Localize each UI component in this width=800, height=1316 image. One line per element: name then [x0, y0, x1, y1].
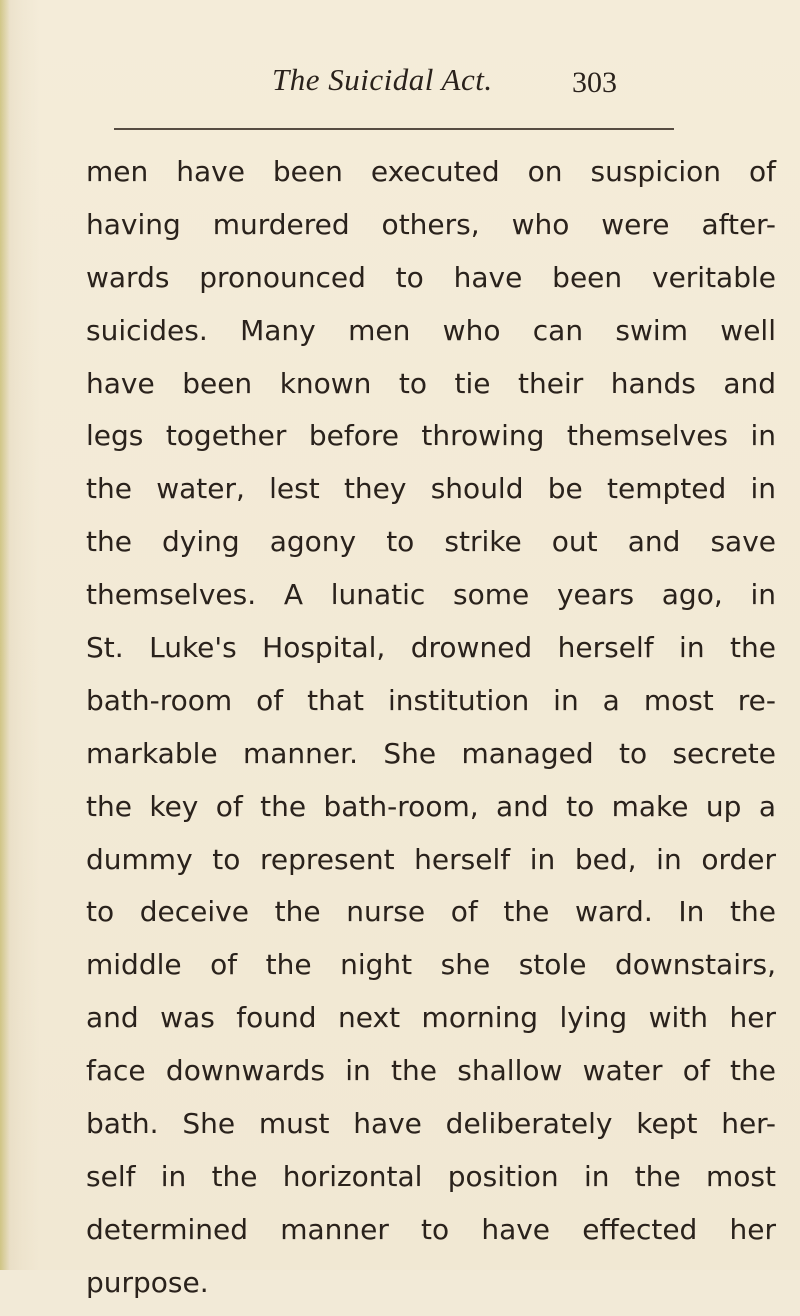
text-line: legs together before throwing themselves in: [86, 419, 776, 453]
body-text: [86, 152, 776, 1316]
text-line: self in the horizontal position in the most: [86, 1159, 776, 1193]
text-line: the water, lest they should be tempted in: [86, 472, 776, 506]
header-rule: [114, 128, 674, 130]
text-line: bath-room of that institution in a most re-: [86, 683, 776, 717]
text-line: middle of the night she stole downstairs,: [86, 948, 776, 982]
page-number: 303: [572, 66, 617, 99]
text-line: wards pronounced to have been veritable: [86, 260, 776, 294]
text-line: and was found next morning lying with her: [86, 1001, 776, 1035]
text-line: the key of the bath-room, and to make up a: [86, 789, 776, 823]
text-line: suicides. Many men who can swim well: [86, 313, 776, 347]
text-line: men have been executed on suspicion of: [86, 155, 776, 188]
text-line: St. Luke's Hospital, drowned herself in the: [86, 631, 776, 665]
text-line: dummy to represent herself in bed, in order: [86, 842, 776, 876]
running-title: The Suicidal Act.: [272, 62, 493, 97]
text-line: to deceive the nurse of the ward. In the: [86, 895, 776, 929]
text-line: themselves. A lunatic some years ago, in: [86, 578, 776, 612]
text-line: face downwards in the shallow water of the: [86, 1054, 776, 1088]
text-line-last: purpose.: [86, 1265, 209, 1299]
text-line: bath. She must have deliberately kept her-: [86, 1107, 776, 1141]
text-line: having murdered others, who were after-: [86, 207, 776, 241]
text-line: markable manner. She managed to secrete: [86, 736, 776, 770]
text-line: have been known to tie their hands and: [86, 366, 776, 400]
running-head: [0, 62, 800, 102]
text-line: determined manner to have effected her: [86, 1212, 776, 1246]
text-line: the dying agony to strike out and save: [86, 525, 776, 559]
page-edge-shadow: [0, 0, 10, 1270]
